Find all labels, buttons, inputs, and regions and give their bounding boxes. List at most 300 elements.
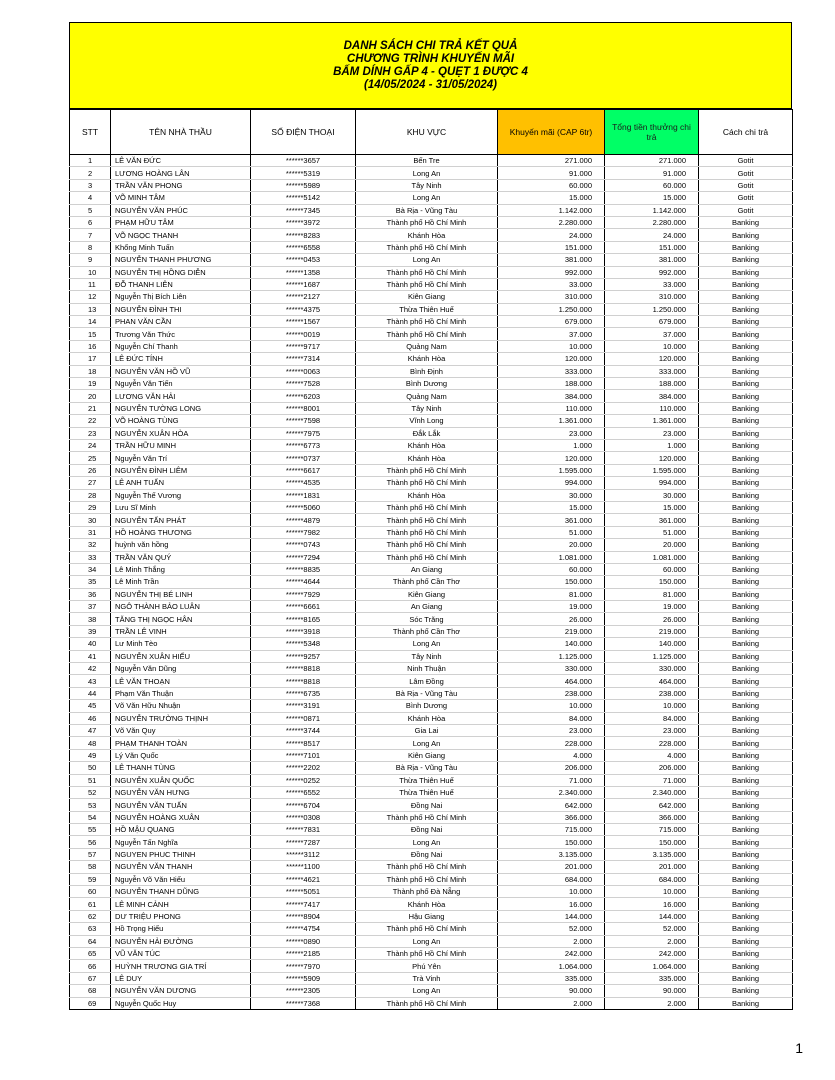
cell-phone: ******5060 [251, 501, 356, 513]
cell-name: NGUYỄN TƯỜNG LONG [111, 402, 251, 414]
cell-phone: ******1567 [251, 316, 356, 328]
cell-name: Lê Minh Thắng [111, 563, 251, 575]
cell-total: 1.361.000 [605, 415, 699, 427]
cell-region: Thành phố Hồ Chí Minh [356, 811, 498, 823]
cell-stt: 5 [70, 204, 111, 216]
cell-stt: 46 [70, 712, 111, 724]
cell-promotion: 1.250.000 [498, 303, 605, 315]
cell-phone: ******7982 [251, 526, 356, 538]
cell-method: Banking [699, 576, 793, 588]
table-row [70, 873, 793, 885]
table-row [70, 526, 793, 538]
cell-method: Banking [699, 712, 793, 724]
cell-stt: 2 [70, 167, 111, 179]
cell-total: 1.064.000 [605, 960, 699, 972]
cell-region: Đắk Lắk [356, 427, 498, 439]
cell-name: NGUYỄN THANH DŨNG [111, 886, 251, 898]
table-row [70, 179, 793, 191]
cell-promotion: 4.000 [498, 749, 605, 761]
cell-name: NGUYỄN THỊ HỒNG DIỄN [111, 266, 251, 278]
cell-region: Long An [356, 638, 498, 650]
cell-promotion: 60.000 [498, 563, 605, 575]
table-row [70, 278, 793, 290]
cell-stt: 20 [70, 390, 111, 402]
cell-region: Thành phố Hồ Chí Minh [356, 266, 498, 278]
cell-region: Long An [356, 737, 498, 749]
cell-name: Hồ Trọng Hiếu [111, 923, 251, 935]
cell-phone: ******4535 [251, 477, 356, 489]
cell-name: PHAN VĂN CẦN [111, 316, 251, 328]
table-row [70, 402, 793, 414]
cell-phone: ******7345 [251, 204, 356, 216]
cell-promotion: 1.000 [498, 439, 605, 451]
cell-method: Banking [699, 799, 793, 811]
cell-region: An Giang [356, 563, 498, 575]
cell-stt: 13 [70, 303, 111, 315]
cell-total: 24.000 [605, 229, 699, 241]
cell-total: 679.000 [605, 316, 699, 328]
cell-region: Thành phố Hồ Chí Minh [356, 241, 498, 253]
cell-stt: 11 [70, 278, 111, 290]
cell-stt: 19 [70, 378, 111, 390]
cell-total: 52.000 [605, 923, 699, 935]
table-row [70, 340, 793, 352]
table-row [70, 155, 793, 167]
cell-name: NGUYỄN THANH PHƯƠNG [111, 254, 251, 266]
cell-region: Thành phố Hồ Chí Minh [356, 551, 498, 563]
cell-phone: ******3918 [251, 625, 356, 637]
cell-stt: 56 [70, 836, 111, 848]
cell-method: Banking [699, 365, 793, 377]
cell-stt: 36 [70, 588, 111, 600]
cell-method: Banking [699, 886, 793, 898]
cell-region: Thành phố Hồ Chí Minh [356, 948, 498, 960]
cell-stt: 53 [70, 799, 111, 811]
cell-promotion: 228.000 [498, 737, 605, 749]
cell-phone: ******7975 [251, 427, 356, 439]
cell-phone: ******8165 [251, 613, 356, 625]
cell-total: 26.000 [605, 613, 699, 625]
cell-stt: 52 [70, 786, 111, 798]
cell-region: Thành phố Hồ Chí Minh [356, 873, 498, 885]
cell-promotion: 684.000 [498, 873, 605, 885]
table-row [70, 836, 793, 848]
cell-method: Banking [699, 328, 793, 340]
cell-stt: 14 [70, 316, 111, 328]
cell-total: 84.000 [605, 712, 699, 724]
cell-region: Lâm Đồng [356, 675, 498, 687]
cell-method: Banking [699, 601, 793, 613]
cell-promotion: 242.000 [498, 948, 605, 960]
cell-region: Thành phố Hồ Chí Minh [356, 477, 498, 489]
cell-total: 2.280.000 [605, 216, 699, 228]
cell-method: Banking [699, 997, 793, 1009]
cell-name: NGUYEN PHUC THINH [111, 848, 251, 860]
cell-stt: 48 [70, 737, 111, 749]
title-line-3: BẤM DÍNH GẤP 4 - QUẸT 1 ĐƯỢC 4 [333, 65, 528, 78]
cell-method: Banking [699, 687, 793, 699]
cell-method: Banking [699, 254, 793, 266]
cell-method: Banking [699, 948, 793, 960]
cell-total: 120.000 [605, 353, 699, 365]
cell-name: NGUYỄN XUÂN HIẾU [111, 650, 251, 662]
cell-name: TĂNG THỊ NGỌC HÂN [111, 613, 251, 625]
cell-total: 1.081.000 [605, 551, 699, 563]
cell-method: Banking [699, 526, 793, 538]
cell-region: Long An [356, 935, 498, 947]
table-row [70, 923, 793, 935]
cell-phone: ******9257 [251, 650, 356, 662]
cell-name: TRẦN LÊ VINH [111, 625, 251, 637]
cell-phone: ******5909 [251, 972, 356, 984]
cell-phone: ******3191 [251, 700, 356, 712]
cell-stt: 66 [70, 960, 111, 972]
cell-promotion: 110.000 [498, 402, 605, 414]
cell-method: Banking [699, 910, 793, 922]
table-header-row [70, 110, 793, 155]
cell-phone: ******7598 [251, 415, 356, 427]
cell-phone: ******7368 [251, 997, 356, 1009]
cell-promotion: 188.000 [498, 378, 605, 390]
cell-method: Banking [699, 427, 793, 439]
cell-phone: ******8001 [251, 402, 356, 414]
cell-total: 2.340.000 [605, 786, 699, 798]
cell-promotion: 16.000 [498, 898, 605, 910]
cell-promotion: 384.000 [498, 390, 605, 402]
cell-method: Banking [699, 762, 793, 774]
table-row [70, 960, 793, 972]
cell-stt: 59 [70, 873, 111, 885]
cell-phone: ******5989 [251, 179, 356, 191]
cell-region: Thừa Thiên Huế [356, 774, 498, 786]
cell-promotion: 219.000 [498, 625, 605, 637]
table-row [70, 824, 793, 836]
cell-region: Thành phố Hồ Chí Minh [356, 514, 498, 526]
cell-name: NGUYỄN TẤN PHÁT [111, 514, 251, 526]
cell-promotion: 33.000 [498, 278, 605, 290]
cell-method: Banking [699, 848, 793, 860]
cell-phone: ******9717 [251, 340, 356, 352]
cell-stt: 37 [70, 601, 111, 613]
cell-name: VÕ NGỌC THANH [111, 229, 251, 241]
cell-name: Lưu Sĩ Minh [111, 501, 251, 513]
cell-method: Banking [699, 749, 793, 761]
table-row [70, 687, 793, 699]
cell-method: Banking [699, 278, 793, 290]
cell-region: Vĩnh Long [356, 415, 498, 427]
cell-phone: ******6661 [251, 601, 356, 613]
title-line-2: CHƯƠNG TRÌNH KHUYẾN MÃI [346, 52, 515, 65]
cell-method: Banking [699, 229, 793, 241]
title-banner [69, 22, 792, 109]
cell-name: VÕ HOÀNG TÙNG [111, 415, 251, 427]
header-total-reward: Tổng tiền thưởng chi trả [605, 110, 699, 155]
cell-phone: ******6704 [251, 799, 356, 811]
cell-name: Nguyễn Văn Trí [111, 452, 251, 464]
cell-phone: ******8835 [251, 563, 356, 575]
cell-total: 10.000 [605, 340, 699, 352]
cell-stt: 51 [70, 774, 111, 786]
cell-promotion: 361.000 [498, 514, 605, 526]
cell-promotion: 90.000 [498, 985, 605, 997]
payout-sheet [69, 22, 792, 1010]
cell-promotion: 238.000 [498, 687, 605, 699]
cell-phone: ******3972 [251, 216, 356, 228]
cell-region: Kiên Giang [356, 749, 498, 761]
cell-region: Kiên Giang [356, 588, 498, 600]
cell-total: 140.000 [605, 638, 699, 650]
table-row [70, 204, 793, 216]
cell-total: 2.000 [605, 935, 699, 947]
cell-region: Long An [356, 167, 498, 179]
cell-method: Banking [699, 663, 793, 675]
cell-stt: 62 [70, 910, 111, 922]
cell-region: Bà Rịa - Vũng Tàu [356, 687, 498, 699]
cell-total: 3.135.000 [605, 848, 699, 860]
cell-stt: 68 [70, 985, 111, 997]
cell-region: Trà Vinh [356, 972, 498, 984]
cell-total: 1.125.000 [605, 650, 699, 662]
cell-method: Banking [699, 539, 793, 551]
header-region: KHU VỰC [356, 110, 498, 155]
cell-method: Gotit [699, 204, 793, 216]
cell-total: 120.000 [605, 452, 699, 464]
cell-method: Banking [699, 625, 793, 637]
cell-stt: 17 [70, 353, 111, 365]
cell-stt: 65 [70, 948, 111, 960]
cell-total: 150.000 [605, 836, 699, 848]
cell-method: Banking [699, 836, 793, 848]
cell-region: Thành phố Hồ Chí Minh [356, 997, 498, 1009]
cell-name: PHẠM HỮU TÂM [111, 216, 251, 228]
cell-name: PHẠM THANH TOÀN [111, 737, 251, 749]
cell-region: Thừa Thiên Huế [356, 786, 498, 798]
cell-phone: ******4375 [251, 303, 356, 315]
cell-name: Khổng Minh Tuấn [111, 241, 251, 253]
cell-total: 642.000 [605, 799, 699, 811]
cell-method: Banking [699, 563, 793, 575]
cell-promotion: 271.000 [498, 155, 605, 167]
cell-stt: 22 [70, 415, 111, 427]
cell-phone: ******0063 [251, 365, 356, 377]
cell-region: Khánh Hòa [356, 898, 498, 910]
cell-promotion: 84.000 [498, 712, 605, 724]
cell-region: Bình Dương [356, 700, 498, 712]
cell-method: Banking [699, 378, 793, 390]
cell-name: Nguyễn Quốc Huy [111, 997, 251, 1009]
cell-stt: 24 [70, 439, 111, 451]
cell-total: 23.000 [605, 724, 699, 736]
cell-total: 992.000 [605, 266, 699, 278]
table-row [70, 749, 793, 761]
cell-region: Hậu Giang [356, 910, 498, 922]
cell-region: Thành phố Hồ Chí Minh [356, 328, 498, 340]
cell-method: Banking [699, 588, 793, 600]
cell-promotion: 2.000 [498, 935, 605, 947]
cell-method: Banking [699, 613, 793, 625]
cell-name: LƯƠNG VĂN HẢI [111, 390, 251, 402]
cell-stt: 69 [70, 997, 111, 1009]
cell-method: Banking [699, 439, 793, 451]
cell-name: NGUYỄN HẢI ĐƯỜNG [111, 935, 251, 947]
cell-total: 151.000 [605, 241, 699, 253]
cell-total: 381.000 [605, 254, 699, 266]
cell-phone: ******2202 [251, 762, 356, 774]
cell-region: An Giang [356, 601, 498, 613]
cell-phone: ******6552 [251, 786, 356, 798]
table-row [70, 452, 793, 464]
cell-method: Banking [699, 960, 793, 972]
cell-phone: ******0252 [251, 774, 356, 786]
cell-stt: 31 [70, 526, 111, 538]
cell-phone: ******0453 [251, 254, 356, 266]
cell-total: 20.000 [605, 539, 699, 551]
table-row [70, 898, 793, 910]
cell-stt: 35 [70, 576, 111, 588]
cell-region: Đồng Nai [356, 848, 498, 860]
cell-method: Banking [699, 935, 793, 947]
cell-name: Nguyễn Văn Tiến [111, 378, 251, 390]
table-row [70, 588, 793, 600]
cell-stt: 38 [70, 613, 111, 625]
cell-phone: ******5348 [251, 638, 356, 650]
cell-phone: ******1358 [251, 266, 356, 278]
cell-total: 30.000 [605, 489, 699, 501]
cell-promotion: 15.000 [498, 192, 605, 204]
cell-phone: ******7417 [251, 898, 356, 910]
cell-phone: ******1100 [251, 861, 356, 873]
cell-stt: 45 [70, 700, 111, 712]
table-row [70, 365, 793, 377]
cell-name: LÊ MINH CẢNH [111, 898, 251, 910]
cell-stt: 42 [70, 663, 111, 675]
cell-name: HỒ MẬU QUANG [111, 824, 251, 836]
cell-region: Thành phố Hồ Chí Minh [356, 501, 498, 513]
cell-name: LÊ VĂN THOẠN [111, 675, 251, 687]
cell-total: 1.142.000 [605, 204, 699, 216]
table-row [70, 501, 793, 513]
cell-promotion: 15.000 [498, 501, 605, 513]
cell-name: Trương Văn Thức [111, 328, 251, 340]
cell-total: 71.000 [605, 774, 699, 786]
cell-method: Banking [699, 216, 793, 228]
cell-method: Banking [699, 477, 793, 489]
cell-stt: 27 [70, 477, 111, 489]
table-row [70, 303, 793, 315]
cell-phone: ******7101 [251, 749, 356, 761]
header-payment-method: Cách chi trả [699, 110, 793, 155]
cell-name: Phạm Văn Thuận [111, 687, 251, 699]
cell-region: Thành phố Hồ Chí Minh [356, 464, 498, 476]
cell-region: Thành phố Hồ Chí Minh [356, 216, 498, 228]
cell-method: Banking [699, 873, 793, 885]
cell-stt: 16 [70, 340, 111, 352]
cell-stt: 6 [70, 216, 111, 228]
cell-stt: 47 [70, 724, 111, 736]
cell-promotion: 1.064.000 [498, 960, 605, 972]
cell-region: Thành phố Hồ Chí Minh [356, 316, 498, 328]
cell-method: Banking [699, 501, 793, 513]
cell-region: Tây Ninh [356, 650, 498, 662]
cell-stt: 60 [70, 886, 111, 898]
cell-stt: 33 [70, 551, 111, 563]
cell-region: Sóc Trăng [356, 613, 498, 625]
cell-total: 333.000 [605, 365, 699, 377]
cell-name: LÊ ĐỨC TÍNH [111, 353, 251, 365]
cell-promotion: 81.000 [498, 588, 605, 600]
cell-phone: ******3744 [251, 724, 356, 736]
cell-total: 37.000 [605, 328, 699, 340]
cell-phone: ******4621 [251, 873, 356, 885]
table-row [70, 613, 793, 625]
table-row [70, 378, 793, 390]
table-row [70, 774, 793, 786]
table-row [70, 415, 793, 427]
cell-promotion: 715.000 [498, 824, 605, 836]
cell-phone: ******7294 [251, 551, 356, 563]
cell-promotion: 642.000 [498, 799, 605, 811]
cell-stt: 40 [70, 638, 111, 650]
cell-phone: ******6558 [251, 241, 356, 253]
cell-promotion: 30.000 [498, 489, 605, 501]
cell-promotion: 2.000 [498, 997, 605, 1009]
cell-total: 33.000 [605, 278, 699, 290]
cell-name: TRẦN VĂN QUÝ [111, 551, 251, 563]
cell-region: Long An [356, 985, 498, 997]
cell-method: Banking [699, 737, 793, 749]
cell-phone: ******4644 [251, 576, 356, 588]
cell-phone: ******5051 [251, 886, 356, 898]
cell-name: NGUYỄN VĂN TUẤN [111, 799, 251, 811]
cell-phone: ******6735 [251, 687, 356, 699]
cell-stt: 61 [70, 898, 111, 910]
cell-name: HỒ HOÀNG THƯƠNG [111, 526, 251, 538]
cell-promotion: 679.000 [498, 316, 605, 328]
cell-total: 271.000 [605, 155, 699, 167]
cell-phone: ******0743 [251, 539, 356, 551]
cell-total: 10.000 [605, 886, 699, 898]
cell-stt: 55 [70, 824, 111, 836]
cell-promotion: 2.340.000 [498, 786, 605, 798]
cell-name: NGUYỄN VĂN DƯƠNG [111, 985, 251, 997]
cell-total: 219.000 [605, 625, 699, 637]
cell-name: Nguyễn Tấn Nghĩa [111, 836, 251, 848]
cell-region: Khánh Hòa [356, 712, 498, 724]
cell-stt: 34 [70, 563, 111, 575]
cell-stt: 30 [70, 514, 111, 526]
cell-region: Khánh Hòa [356, 353, 498, 365]
cell-promotion: 206.000 [498, 762, 605, 774]
table-row [70, 229, 793, 241]
cell-phone: ******1831 [251, 489, 356, 501]
table-row [70, 353, 793, 365]
cell-region: Long An [356, 836, 498, 848]
cell-stt: 67 [70, 972, 111, 984]
cell-phone: ******2185 [251, 948, 356, 960]
cell-region: Tây Ninh [356, 402, 498, 414]
cell-stt: 50 [70, 762, 111, 774]
table-row [70, 464, 793, 476]
cell-promotion: 144.000 [498, 910, 605, 922]
cell-method: Banking [699, 774, 793, 786]
cell-method: Banking [699, 985, 793, 997]
cell-name: HUỲNH TRƯƠNG GIA TRÍ [111, 960, 251, 972]
cell-method: Banking [699, 291, 793, 303]
cell-promotion: 120.000 [498, 452, 605, 464]
table-row [70, 266, 793, 278]
cell-phone: ******0890 [251, 935, 356, 947]
cell-name: Võ Văn Hữu Nhuận [111, 700, 251, 712]
